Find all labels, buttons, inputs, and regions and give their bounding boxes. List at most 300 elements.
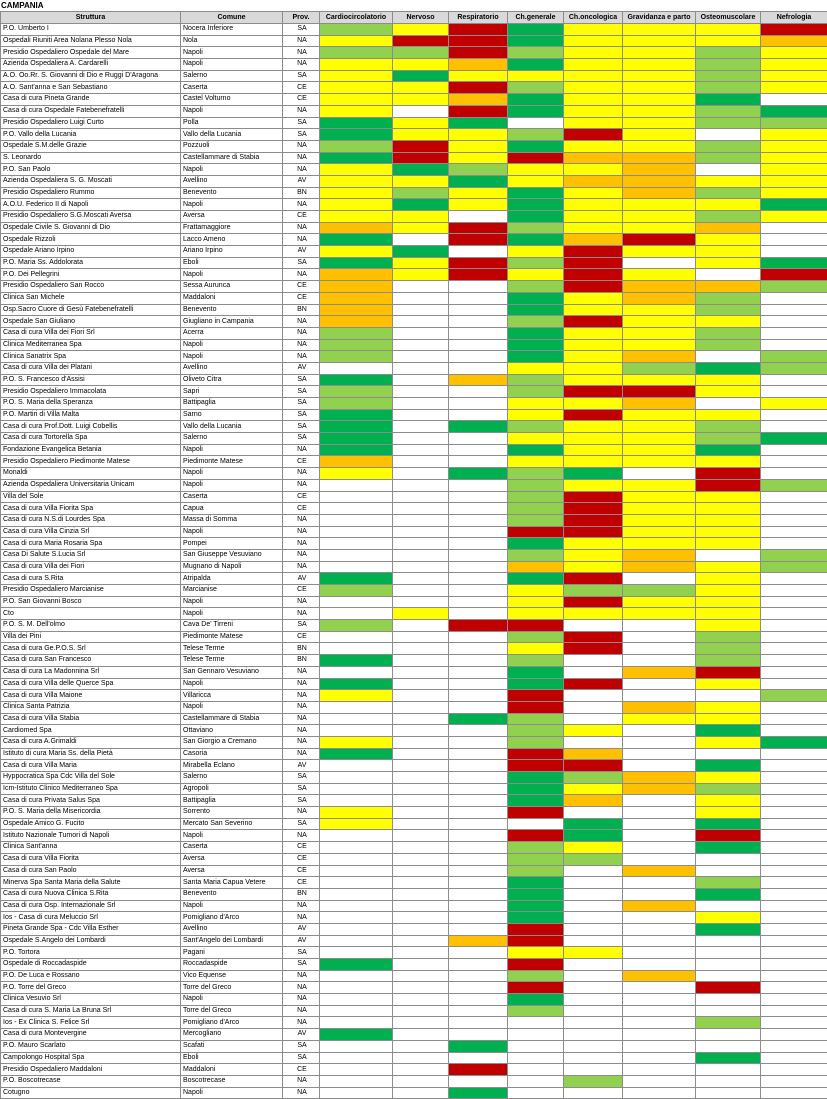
rating-cell-respiratorio xyxy=(449,772,508,784)
rating-cell-respiratorio xyxy=(449,351,508,363)
rating-cell-cardiocircolatorio xyxy=(320,748,393,760)
rating-cell-respiratorio xyxy=(449,374,508,386)
rating-cell-cardiocircolatorio xyxy=(320,888,393,900)
table-row xyxy=(1,1040,827,1052)
rating-cell-cardiocircolatorio xyxy=(320,292,393,304)
cell-comune: Torre del Greco xyxy=(181,1005,283,1017)
rating-cell-gravidanza-parto xyxy=(623,1052,696,1064)
cell-prov: NA xyxy=(283,327,320,339)
cell-prov: SA xyxy=(283,947,320,959)
rating-cell-ch-oncologica xyxy=(564,503,623,515)
cell-struttura: Cardiomed Spa xyxy=(1,725,181,737)
table-row xyxy=(1,736,827,748)
rating-cell-nervoso xyxy=(393,620,449,632)
cell-comune: Avellino xyxy=(181,923,283,935)
rating-cell-nefrologia xyxy=(761,970,827,982)
cell-comune: Pagani xyxy=(181,947,283,959)
rating-cell-nervoso xyxy=(393,701,449,713)
cell-prov: NA xyxy=(283,1075,320,1087)
rating-cell-ch-oncologica xyxy=(564,620,623,632)
rating-cell-nervoso xyxy=(393,573,449,585)
rating-cell-nefrologia xyxy=(761,701,827,713)
col-header-struttura[interactable]: Struttura xyxy=(1,12,181,24)
cell-struttura: Ios - Ex Clinica S. Felice Srl xyxy=(1,1017,181,1029)
cell-comune: Napoli xyxy=(181,164,283,176)
cell-comune: Avellino xyxy=(181,175,283,187)
cell-prov: CE xyxy=(283,211,320,223)
rating-cell-respiratorio xyxy=(449,257,508,269)
rating-cell-nefrologia xyxy=(761,140,827,152)
rating-cell-ch-oncologica xyxy=(564,725,623,737)
rating-cell-nefrologia xyxy=(761,725,827,737)
rating-cell-nefrologia xyxy=(761,818,827,830)
rating-cell-cardiocircolatorio xyxy=(320,573,393,585)
rating-cell-gravidanza-parto xyxy=(623,140,696,152)
rating-cell-nefrologia xyxy=(761,561,827,573)
rating-cell-ch-oncologica xyxy=(564,129,623,141)
col-header-osteomuscolare[interactable]: Osteomuscolare xyxy=(696,12,761,24)
rating-cell-gravidanza-parto xyxy=(623,701,696,713)
rating-cell-gravidanza-parto xyxy=(623,690,696,702)
rating-cell-nervoso xyxy=(393,772,449,784)
rating-cell-osteomuscolare xyxy=(696,713,761,725)
rating-cell-respiratorio xyxy=(449,304,508,316)
cell-prov: CE xyxy=(283,292,320,304)
rating-cell-nefrologia xyxy=(761,526,827,538)
col-header-ch-generale[interactable]: Ch.generale xyxy=(508,12,564,24)
cell-comune: Mirabella Eclano xyxy=(181,760,283,772)
cell-comune: Capua xyxy=(181,503,283,515)
col-header-nefrologia[interactable]: Nefrologia xyxy=(761,12,827,24)
rating-cell-cardiocircolatorio xyxy=(320,421,393,433)
rating-cell-cardiocircolatorio xyxy=(320,877,393,889)
cell-prov: NA xyxy=(283,830,320,842)
rating-cell-nefrologia xyxy=(761,994,827,1006)
table-row xyxy=(1,35,827,47)
rating-cell-osteomuscolare xyxy=(696,526,761,538)
cell-comune: Maddaloni xyxy=(181,1064,283,1076)
rating-cell-ch-generale xyxy=(508,187,564,199)
rating-cell-cardiocircolatorio xyxy=(320,94,393,106)
rating-cell-osteomuscolare xyxy=(696,596,761,608)
rating-cell-gravidanza-parto xyxy=(623,666,696,678)
table-row xyxy=(1,620,827,632)
cell-comune: Vallo della Lucania xyxy=(181,421,283,433)
rating-cell-nefrologia xyxy=(761,1064,827,1076)
cell-prov: AV xyxy=(283,175,320,187)
cell-comune: Piedimonte Matese xyxy=(181,631,283,643)
rating-cell-ch-generale xyxy=(508,725,564,737)
cell-comune: Napoli xyxy=(181,444,283,456)
cell-prov: SA xyxy=(283,398,320,410)
rating-cell-nervoso xyxy=(393,690,449,702)
rating-cell-gravidanza-parto xyxy=(623,444,696,456)
rating-cell-ch-oncologica xyxy=(564,772,623,784)
cell-prov: NA xyxy=(283,140,320,152)
rating-cell-cardiocircolatorio xyxy=(320,772,393,784)
rating-cell-respiratorio xyxy=(449,959,508,971)
rating-cell-ch-oncologica xyxy=(564,655,623,667)
cell-struttura: P.O. Dei Pellegrini xyxy=(1,269,181,281)
table-row xyxy=(1,1017,827,1029)
cell-struttura: Casa di cura Prof.Dott. Luigi Cobellis xyxy=(1,421,181,433)
cell-comune: Napoli xyxy=(181,269,283,281)
rating-cell-ch-generale xyxy=(508,1017,564,1029)
rating-cell-ch-generale xyxy=(508,807,564,819)
rating-cell-respiratorio xyxy=(449,900,508,912)
table-row xyxy=(1,94,827,106)
table-row xyxy=(1,468,827,480)
rating-cell-nervoso xyxy=(393,281,449,293)
rating-cell-ch-generale xyxy=(508,339,564,351)
cell-struttura: Casa di cura Ospedale Fatebenefratelli xyxy=(1,105,181,117)
rating-cell-osteomuscolare xyxy=(696,818,761,830)
rating-cell-nervoso xyxy=(393,923,449,935)
rating-cell-ch-oncologica xyxy=(564,888,623,900)
rating-cell-nefrologia xyxy=(761,374,827,386)
cell-comune: Caserta xyxy=(181,842,283,854)
rating-cell-gravidanza-parto xyxy=(623,549,696,561)
rating-cell-respiratorio xyxy=(449,386,508,398)
rating-cell-ch-oncologica xyxy=(564,1064,623,1076)
table-row xyxy=(1,246,827,258)
rating-cell-nefrologia xyxy=(761,304,827,316)
rating-cell-nefrologia xyxy=(761,47,827,59)
rating-cell-nervoso xyxy=(393,479,449,491)
rating-cell-ch-generale xyxy=(508,1052,564,1064)
rating-cell-osteomuscolare xyxy=(696,281,761,293)
rating-cell-cardiocircolatorio xyxy=(320,807,393,819)
rating-cell-osteomuscolare xyxy=(696,853,761,865)
rating-cell-respiratorio xyxy=(449,152,508,164)
rating-cell-cardiocircolatorio xyxy=(320,117,393,129)
rating-cell-ch-generale xyxy=(508,304,564,316)
cell-comune: Napoli xyxy=(181,479,283,491)
cell-prov: NA xyxy=(283,47,320,59)
rating-cell-respiratorio xyxy=(449,994,508,1006)
rating-cell-ch-generale xyxy=(508,175,564,187)
rating-cell-gravidanza-parto xyxy=(623,807,696,819)
rating-cell-ch-oncologica xyxy=(564,339,623,351)
rating-cell-cardiocircolatorio xyxy=(320,175,393,187)
rating-cell-osteomuscolare xyxy=(696,690,761,702)
rating-cell-nefrologia xyxy=(761,82,827,94)
cell-struttura: Fondazione Evangelica Betania xyxy=(1,444,181,456)
rating-cell-nervoso xyxy=(393,725,449,737)
cell-prov: NA xyxy=(283,444,320,456)
cell-prov: NA xyxy=(283,59,320,71)
cell-comune: Oliveto Citra xyxy=(181,374,283,386)
rating-cell-respiratorio xyxy=(449,970,508,982)
rating-cell-ch-generale xyxy=(508,70,564,82)
rating-cell-gravidanza-parto xyxy=(623,748,696,760)
rating-cell-ch-generale xyxy=(508,59,564,71)
rating-cell-respiratorio xyxy=(449,398,508,410)
table-row xyxy=(1,666,827,678)
rating-cell-osteomuscolare xyxy=(696,608,761,620)
table-row xyxy=(1,211,827,223)
rating-cell-osteomuscolare xyxy=(696,842,761,854)
rating-cell-cardiocircolatorio xyxy=(320,35,393,47)
table-row xyxy=(1,947,827,959)
rating-cell-osteomuscolare xyxy=(696,491,761,503)
cell-comune: Napoli xyxy=(181,105,283,117)
rating-cell-ch-generale xyxy=(508,713,564,725)
table-row xyxy=(1,503,827,515)
rating-cell-gravidanza-parto xyxy=(623,561,696,573)
cell-comune: Pomigliano d'Arco xyxy=(181,912,283,924)
cell-comune: Ottaviano xyxy=(181,725,283,737)
cell-prov: CE xyxy=(283,281,320,293)
rating-cell-ch-generale xyxy=(508,421,564,433)
cell-prov: NA xyxy=(283,316,320,328)
rating-cell-respiratorio xyxy=(449,643,508,655)
table-row xyxy=(1,292,827,304)
rating-cell-ch-oncologica xyxy=(564,947,623,959)
rating-cell-ch-generale xyxy=(508,561,564,573)
rating-cell-osteomuscolare xyxy=(696,748,761,760)
rating-cell-cardiocircolatorio xyxy=(320,561,393,573)
rating-cell-osteomuscolare xyxy=(696,503,761,515)
cell-prov: SA xyxy=(283,257,320,269)
rating-cell-ch-oncologica xyxy=(564,94,623,106)
cell-comune: Vico Equense xyxy=(181,970,283,982)
cell-comune: Aversa xyxy=(181,211,283,223)
cell-struttura: Casa di cura Villa Cinzia Srl xyxy=(1,526,181,538)
rating-cell-nefrologia xyxy=(761,316,827,328)
rating-cell-cardiocircolatorio xyxy=(320,211,393,223)
rating-cell-respiratorio xyxy=(449,47,508,59)
rating-cell-osteomuscolare xyxy=(696,1087,761,1099)
rating-cell-cardiocircolatorio xyxy=(320,339,393,351)
rating-cell-ch-generale xyxy=(508,830,564,842)
rating-cell-respiratorio xyxy=(449,842,508,854)
rating-cell-nefrologia xyxy=(761,760,827,772)
table-row xyxy=(1,70,827,82)
rating-cell-nefrologia xyxy=(761,631,827,643)
cell-struttura: P.O. Martiri di Villa Malta xyxy=(1,409,181,421)
rating-cell-ch-oncologica xyxy=(564,1005,623,1017)
rating-cell-ch-oncologica xyxy=(564,549,623,561)
rating-cell-ch-generale xyxy=(508,865,564,877)
rating-cell-respiratorio xyxy=(449,1087,508,1099)
col-header-prov[interactable]: Prov. xyxy=(283,12,320,24)
rating-cell-cardiocircolatorio xyxy=(320,514,393,526)
rating-cell-ch-oncologica xyxy=(564,865,623,877)
rating-cell-gravidanza-parto xyxy=(623,479,696,491)
cell-prov: NA xyxy=(283,164,320,176)
cell-prov: SA xyxy=(283,433,320,445)
cell-comune: Mugnano di Napoli xyxy=(181,561,283,573)
rating-cell-gravidanza-parto xyxy=(623,281,696,293)
col-header-ch-oncologica[interactable]: Ch.oncologica xyxy=(564,12,623,24)
rating-cell-ch-generale xyxy=(508,538,564,550)
rating-cell-osteomuscolare xyxy=(696,994,761,1006)
rating-cell-ch-generale xyxy=(508,631,564,643)
cell-comune: Mercogliano xyxy=(181,1029,283,1041)
rating-cell-gravidanza-parto xyxy=(623,398,696,410)
cell-comune: Telese Terme xyxy=(181,655,283,667)
cell-struttura: Clinica Santa Patrizia xyxy=(1,701,181,713)
rating-cell-respiratorio xyxy=(449,421,508,433)
rating-cell-nefrologia xyxy=(761,444,827,456)
rating-cell-nervoso xyxy=(393,269,449,281)
cell-prov: NA xyxy=(283,35,320,47)
rating-cell-gravidanza-parto xyxy=(623,514,696,526)
col-header-comune[interactable]: Comune xyxy=(181,12,283,24)
rating-cell-respiratorio xyxy=(449,655,508,667)
col-header-nervoso[interactable]: Nervoso xyxy=(393,12,449,24)
rating-cell-osteomuscolare xyxy=(696,339,761,351)
cell-comune: Atripalda xyxy=(181,573,283,585)
table-row xyxy=(1,772,827,784)
rating-cell-ch-oncologica xyxy=(564,175,623,187)
table-row xyxy=(1,818,827,830)
cell-struttura: Casa di cura Villa dei Fiori Srl xyxy=(1,327,181,339)
rating-cell-nefrologia xyxy=(761,713,827,725)
rating-cell-cardiocircolatorio xyxy=(320,970,393,982)
rating-cell-ch-oncologica xyxy=(564,82,623,94)
rating-cell-ch-oncologica xyxy=(564,35,623,47)
table-row xyxy=(1,830,827,842)
rating-cell-gravidanza-parto xyxy=(623,211,696,223)
rating-cell-ch-generale xyxy=(508,398,564,410)
rating-cell-nefrologia xyxy=(761,59,827,71)
cell-comune: Castellammare di Stabia xyxy=(181,713,283,725)
cell-struttura: P.O. Vallo della Lucania xyxy=(1,129,181,141)
rating-cell-ch-oncologica xyxy=(564,982,623,994)
cell-prov: NA xyxy=(283,1017,320,1029)
cell-comune: San Giuseppe Vesuviano xyxy=(181,549,283,561)
rating-cell-gravidanza-parto xyxy=(623,327,696,339)
rating-cell-respiratorio xyxy=(449,888,508,900)
cell-comune: Napoli xyxy=(181,701,283,713)
rating-cell-osteomuscolare xyxy=(696,701,761,713)
rating-cell-respiratorio xyxy=(449,281,508,293)
cell-comune: Nocera Inferiore xyxy=(181,24,283,36)
rating-cell-nervoso xyxy=(393,421,449,433)
cell-struttura: P.O. San Giovanni Bosco xyxy=(1,596,181,608)
table-row xyxy=(1,327,827,339)
rating-cell-respiratorio xyxy=(449,1064,508,1076)
rating-cell-nefrologia xyxy=(761,199,827,211)
rating-cell-gravidanza-parto xyxy=(623,339,696,351)
rating-cell-osteomuscolare xyxy=(696,736,761,748)
cell-prov: NA xyxy=(283,900,320,912)
rating-cell-osteomuscolare xyxy=(696,970,761,982)
rating-cell-cardiocircolatorio xyxy=(320,585,393,597)
cell-comune: Vallo della Lucania xyxy=(181,129,283,141)
rating-cell-ch-oncologica xyxy=(564,807,623,819)
rating-cell-nefrologia xyxy=(761,1029,827,1041)
rating-cell-ch-oncologica xyxy=(564,666,623,678)
col-header-respiratorio[interactable]: Respiratorio xyxy=(449,12,508,24)
rating-cell-respiratorio xyxy=(449,187,508,199)
cell-struttura: Casa di cura Maria Rosaria Spa xyxy=(1,538,181,550)
col-header-cardiocircolatorio[interactable]: Cardiocircolatorio xyxy=(320,12,393,24)
rating-cell-ch-oncologica xyxy=(564,795,623,807)
rating-cell-respiratorio xyxy=(449,222,508,234)
rating-cell-osteomuscolare xyxy=(696,631,761,643)
rating-cell-ch-generale xyxy=(508,117,564,129)
rating-cell-ch-generale xyxy=(508,105,564,117)
cell-prov: AV xyxy=(283,1029,320,1041)
rating-cell-gravidanza-parto xyxy=(623,59,696,71)
rating-cell-cardiocircolatorio xyxy=(320,1040,393,1052)
cell-struttura: Casa di cura Villa Fiorita xyxy=(1,853,181,865)
rating-cell-nervoso xyxy=(393,456,449,468)
rating-cell-respiratorio xyxy=(449,479,508,491)
rating-cell-ch-oncologica xyxy=(564,117,623,129)
cell-comune: Benevento xyxy=(181,888,283,900)
rating-cell-nefrologia xyxy=(761,491,827,503)
cell-prov: CE xyxy=(283,82,320,94)
rating-cell-respiratorio xyxy=(449,853,508,865)
rating-cell-gravidanza-parto xyxy=(623,760,696,772)
rating-cell-gravidanza-parto xyxy=(623,246,696,258)
cell-struttura: Casa di cura Osp. Internazionale Srl xyxy=(1,900,181,912)
table-row xyxy=(1,398,827,410)
rating-cell-nefrologia xyxy=(761,982,827,994)
rating-cell-cardiocircolatorio xyxy=(320,736,393,748)
rating-cell-respiratorio xyxy=(449,713,508,725)
table-row xyxy=(1,386,827,398)
cell-comune: Napoli xyxy=(181,608,283,620)
rating-cell-nefrologia xyxy=(761,666,827,678)
rating-cell-nefrologia xyxy=(761,433,827,445)
cell-comune: Pomigliano d'Arco xyxy=(181,1017,283,1029)
rating-cell-nervoso xyxy=(393,444,449,456)
rating-cell-ch-generale xyxy=(508,877,564,889)
rating-cell-osteomuscolare xyxy=(696,374,761,386)
cell-prov: SA xyxy=(283,1052,320,1064)
rating-cell-cardiocircolatorio xyxy=(320,620,393,632)
cell-struttura: Cto xyxy=(1,608,181,620)
cell-struttura: Casa di cura Pineta Grande xyxy=(1,94,181,106)
rating-cell-nervoso xyxy=(393,585,449,597)
cell-comune: Battipaglia xyxy=(181,398,283,410)
rating-cell-ch-generale xyxy=(508,585,564,597)
col-header-gravidanza-parto[interactable]: Gravidanza e parto xyxy=(623,12,696,24)
rating-cell-gravidanza-parto xyxy=(623,783,696,795)
table-row xyxy=(1,1087,827,1099)
rating-cell-ch-generale xyxy=(508,222,564,234)
rating-cell-respiratorio xyxy=(449,783,508,795)
cell-comune: Castel Volturno xyxy=(181,94,283,106)
rating-cell-nervoso xyxy=(393,888,449,900)
rating-cell-cardiocircolatorio xyxy=(320,818,393,830)
rating-cell-respiratorio xyxy=(449,526,508,538)
rating-cell-nefrologia xyxy=(761,386,827,398)
rating-cell-osteomuscolare xyxy=(696,327,761,339)
rating-cell-osteomuscolare xyxy=(696,199,761,211)
rating-cell-nefrologia xyxy=(761,35,827,47)
rating-cell-nervoso xyxy=(393,316,449,328)
rating-cell-osteomuscolare xyxy=(696,362,761,374)
rating-cell-respiratorio xyxy=(449,292,508,304)
rating-cell-nervoso xyxy=(393,807,449,819)
rating-cell-nervoso xyxy=(393,865,449,877)
rating-cell-ch-generale xyxy=(508,959,564,971)
rating-cell-gravidanza-parto xyxy=(623,725,696,737)
cell-struttura: Casa di cura Nuova Clinica S.Rita xyxy=(1,888,181,900)
rating-cell-nefrologia xyxy=(761,94,827,106)
rating-cell-cardiocircolatorio xyxy=(320,900,393,912)
rating-cell-ch-generale xyxy=(508,994,564,1006)
rating-cell-respiratorio xyxy=(449,760,508,772)
rating-cell-gravidanza-parto xyxy=(623,362,696,374)
rating-cell-ch-oncologica xyxy=(564,1017,623,1029)
